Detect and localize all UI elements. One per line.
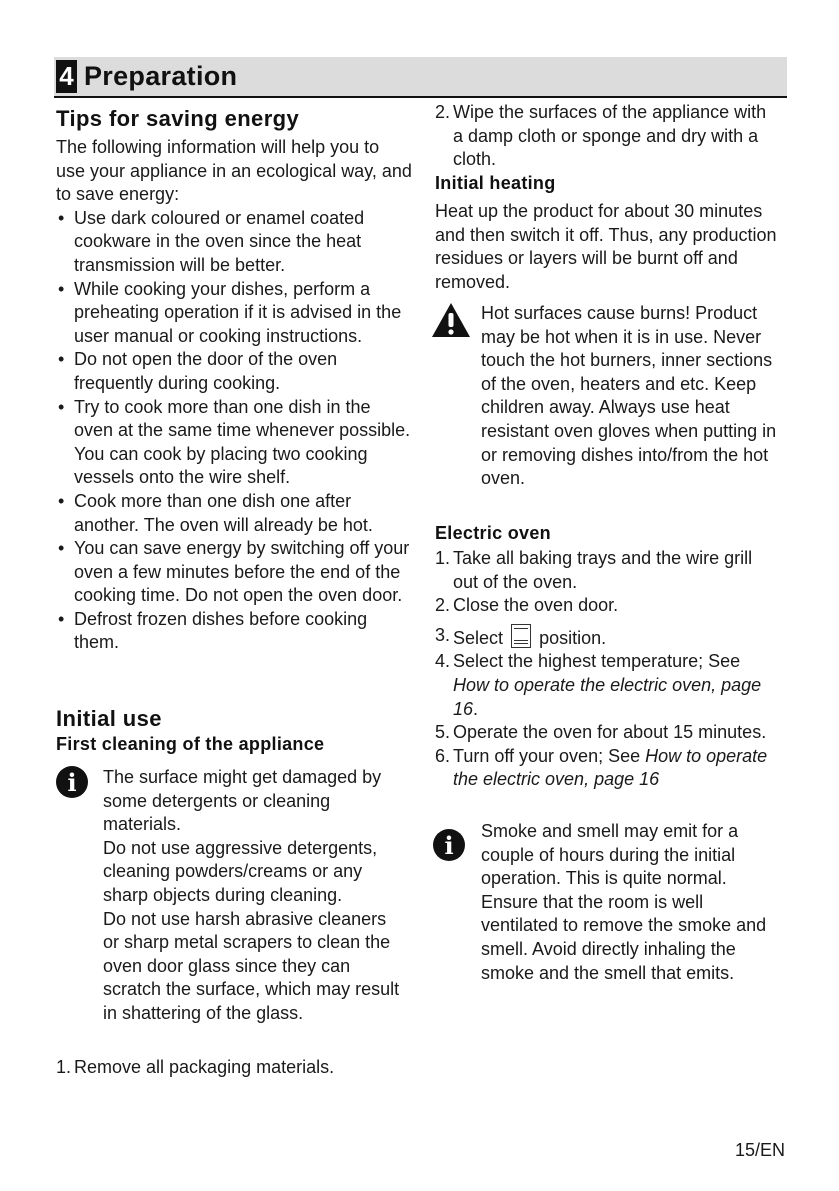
electric-oven-heading: Electric oven xyxy=(435,523,551,543)
cleaning-steps xyxy=(56,1056,412,1080)
step-number: 6. xyxy=(435,745,451,766)
electric-oven-steps xyxy=(435,547,780,792)
list-item xyxy=(435,721,780,745)
step-number: 2. xyxy=(435,102,451,122)
cross-reference-link[interactable]: How to operate the electric oven, page 16 xyxy=(453,745,768,790)
initial-heating-text: Heat up the product for about 30 minutes and then switch it off. Thus, any production residues or layers will be burnt off and removed. xyxy=(435,201,777,292)
list-item xyxy=(435,594,780,618)
info-icon: i xyxy=(56,766,88,798)
step-text: Operate the oven for about 15 minutes. xyxy=(453,722,767,743)
step-text: position. xyxy=(539,627,607,648)
list-item: • Use dark coloured or enamel coated cookware in the oven since the heat transmission will be better. xyxy=(56,207,412,278)
first-cleaning-heading: First cleaning of the appliance xyxy=(56,734,325,754)
page-number: 15/EN xyxy=(734,1140,785,1160)
tips-section xyxy=(56,106,412,655)
step-number: 2. xyxy=(435,595,451,616)
note-paragraph: Do not use aggressive detergents, cleaning powders/creams or any sharp objects during cleaning. xyxy=(103,837,378,905)
cleaning-steps-continued xyxy=(435,101,780,172)
step-number: 3. xyxy=(435,624,451,645)
note-paragraph: Do not use harsh abrasive cleaners or sharp metal scrapers to clean the oven door glass since they can scratch the surface, which may result in shattering of the glass. xyxy=(103,908,400,1023)
step-text: Select xyxy=(453,627,504,648)
list-item xyxy=(435,650,780,721)
step-text: Select the highest temperature; See xyxy=(453,651,741,672)
info-icon: i xyxy=(433,829,465,861)
warning-icon xyxy=(431,302,471,338)
step-text: Turn off your oven; See xyxy=(453,745,646,766)
list-item xyxy=(435,101,780,172)
list-item: • Try to cook more than one dish in the oven at the same time whenever possible. You can cook by placing two cooking vessels onto the wire shelf. xyxy=(56,396,412,490)
step-text: . xyxy=(473,698,479,719)
list-item xyxy=(56,1056,412,1080)
step-text: Remove all packaging materials. xyxy=(74,1057,335,1077)
list-item xyxy=(435,624,780,651)
note-paragraph: The surface might get damaged by some detergents or cleaning materials. xyxy=(103,767,382,835)
section-title: Preparation xyxy=(84,61,238,91)
list-item: • Do not open the door of the oven frequently during cooking. xyxy=(56,348,412,395)
step-number: 5. xyxy=(435,722,451,743)
section-number: 4 xyxy=(56,60,77,93)
tips-list xyxy=(56,207,412,655)
step-number: 4. xyxy=(435,651,451,672)
initial-heating-heading: Initial heating xyxy=(435,173,556,193)
section-header xyxy=(54,57,787,98)
list-item xyxy=(435,745,780,792)
warning-text: Hot surfaces cause burns! Product may be hot when it is in use. Never touch the hot burners, inner sections of the oven, heaters and etc. Keep children away. Always use heat resistant oven gloves when putting in or removing dishes into/from the hot oven. xyxy=(481,303,777,489)
list-item: • Cook more than one dish one after another. The oven will already be hot. xyxy=(56,490,412,537)
smoke-info-note: Smoke and smell may emit for a couple of hours during the initial operation. This is quite normal. Ensure that the room is well ventilated to remove the smoke and smell. Avoid directly inhaling the smoke and the smell that emits. xyxy=(481,821,767,983)
step-number: 1. xyxy=(56,1057,72,1077)
list-item: • While cooking your dishes, perform a preheating operation if it is advised in the user manual or cooking instructions. xyxy=(56,278,412,349)
list-item: • Defrost frozen dishes before cooking them. xyxy=(56,608,412,655)
tips-intro: The following information will help you to use your appliance in an ecological way, and to save energy: xyxy=(56,137,412,205)
list-item: • You can save energy by switching off your oven a few minutes before the end of the cooking time. Do not open the oven door. xyxy=(56,537,412,608)
step-text: Take all baking trays and the wire grill out of the oven. xyxy=(453,548,753,592)
list-item xyxy=(435,547,780,594)
step-text: Wipe the surfaces of the appliance with a damp cloth or sponge and dry with a cloth. xyxy=(453,102,767,170)
initial-use-heading: Initial use xyxy=(56,706,162,731)
tips-heading: Tips for saving energy xyxy=(56,106,300,131)
top-bottom-heating-icon xyxy=(511,624,531,648)
cross-reference-link[interactable]: How to operate the electric oven, page 16 xyxy=(453,674,762,719)
step-text: Close the oven door. xyxy=(453,595,619,616)
step-number: 1. xyxy=(435,548,451,568)
cleaning-info-note xyxy=(103,766,403,1026)
